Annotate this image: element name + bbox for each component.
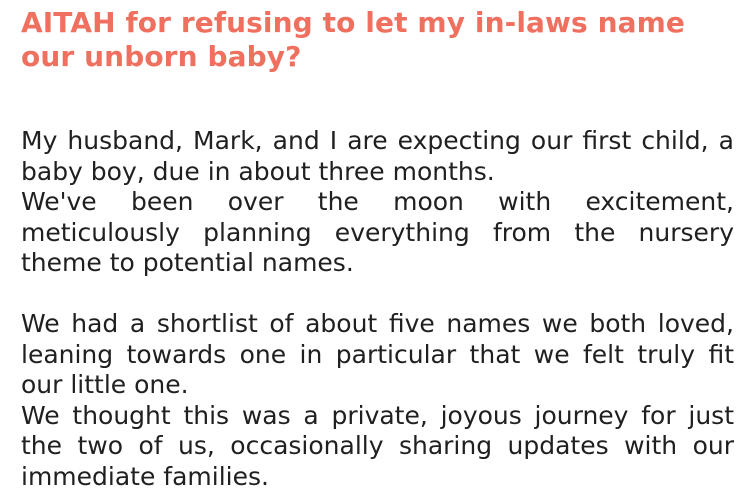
paragraph-gap bbox=[21, 279, 734, 310]
post-title: AITAH for refusing to let my in-laws name our unborn baby? bbox=[21, 6, 734, 74]
post-paragraph: We thought this was a private, joyous journey for just the two of us, occasionally sharing updates with our immediate families. bbox=[21, 401, 734, 492]
post-paragraph: We've been over the moon with excitement, meticulously planning everything from the nursery theme to potential names. bbox=[21, 187, 734, 279]
post-body bbox=[21, 126, 734, 492]
post-paragraph: My husband, Mark, and I are expecting our first child, a baby boy, due in about three months. bbox=[21, 126, 734, 187]
post-paragraph: We had a shortlist of about five names we both loved, leaning towards one in particular that we felt truly fit our little one. bbox=[21, 309, 734, 401]
